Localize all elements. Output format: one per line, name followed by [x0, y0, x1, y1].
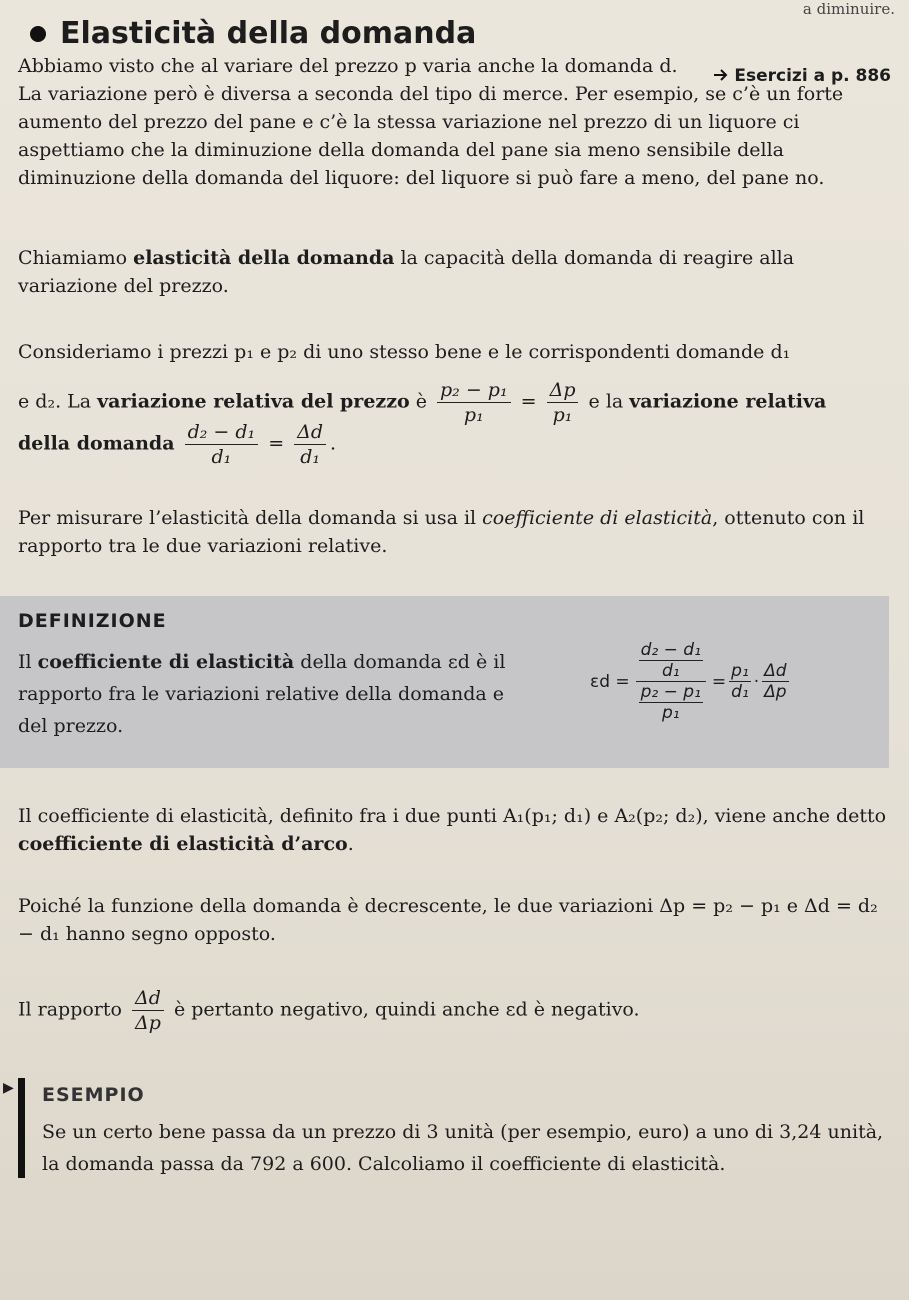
delta-d-over-delta-p: $\frac{\Delta d}{\Delta p}$	[764, 661, 787, 702]
compound-fraction	[636, 640, 706, 723]
example-label: ESEMPIO	[42, 1084, 145, 1106]
intro-paragraph-2: La variazione però è diversa a seconda del tipo di merce. Per esempio, se c’è un forte aumento del prezzo del pane e c’è la stessa variazione nel prezzo di un liquore ci aspettiamo che la diminuzione della domanda del pane sia meno sensibile della diminuzione della domanda del liquore: del liquore si può fare a meno, del pane no.	[18, 83, 844, 189]
intro-paragraph-1: Abbiamo visto che al variare del prezzo p varia anche la domanda d.	[18, 55, 678, 77]
relative-demand-line: della domanda $\frac{\text{d₂ − d₁}}{\text{d₁}}$ = $\frac{\Delta d}{\text{d₁}}$ .	[18, 421, 337, 468]
section-header	[30, 16, 476, 51]
arc-paragraph: Il coefficiente di elasticità, definito fra i due punti A₁(p₁; d₁) e A₂(p₂; d₂), viene anche detto coefficiente di elasticità d’arco.	[18, 805, 887, 855]
definition-label: DEFINIZIONE	[18, 610, 167, 632]
bullet-icon	[30, 26, 46, 42]
relative-demand-term: della domanda	[18, 432, 175, 455]
fraction-delta-d: $\frac{\Delta d}{\text{d₁}}$	[294, 420, 326, 469]
measure-paragraph: Per misurare l’elasticità della domanda si usa il coefficiente di elasticità, ottenuto con il rapporto tra le due variazioni relative.	[18, 507, 865, 557]
top-fraction: $\frac{\text{d₂ − d₁}}{\text{d₁}}$	[640, 640, 701, 681]
fraction-delta-ratio: $\frac{\Delta d}{\Delta p}$	[132, 986, 164, 1035]
section-title: Elasticità della domanda	[60, 16, 477, 51]
cut-off-text: a diminuire.	[802, 0, 895, 18]
elasticity-term: elasticità della domanda	[133, 247, 395, 269]
elasticity-definition-paragraph: Chiamiamo elasticità della domanda la capacità della domanda di reagire alla variazione del prezzo.	[18, 247, 795, 297]
coefficient-term: coefficiente di elasticità	[482, 507, 713, 529]
p1-over-d1: $\frac{\text{p₁}}{\text{d₁}}$	[731, 661, 749, 702]
sign-paragraph: Poiché la funzione della domanda è decrescente, le due variazioni Δp = p₂ − p₁ e Δd = d₂ − d₁ hanno segno opposto.	[18, 895, 878, 945]
fraction-price-diff: $\frac{\text{p₂ − p₁}}{\text{p₁}}$	[437, 378, 511, 427]
example-bar	[18, 1078, 25, 1178]
definition-text: Il coefficiente di elasticità della domanda εd è il rapporto fra le variazioni relative della domanda e del prezzo.	[18, 651, 506, 737]
bottom-fraction: $\frac{\text{p₂ − p₁}}{\text{p₁}}$	[640, 682, 701, 723]
elasticity-formula: εd = $\frac{\frac{\text{d₂ − d₁}}{\text{d₁}}}{\frac{\text{p₂ − p₁}}{\text{p₁}}}$ = $\frac{\text{p₁}}{\text{d₁}}$ · $\frac{\Delta d}{\Delta p}$	[590, 640, 787, 723]
fraction-delta-p: $\frac{\Delta p}{\text{p₁}}$	[547, 378, 579, 427]
exercises-link-label: Esercizi a p. 886	[734, 66, 891, 86]
fraction-demand-diff: $\frac{\text{d₂ − d₁}}{\text{d₁}}$	[185, 420, 259, 469]
epsilon-lhs: εd =	[590, 671, 630, 692]
arc-coefficient-term: coefficiente di elasticità d’arco	[18, 833, 348, 855]
example-text: Se un certo bene passa da un prezzo di 3 unità (per esempio, euro) a uno di 3,24 unità, la domanda passa da 792 a 600. Calcoliamo il coefficiente di elasticità.	[42, 1121, 884, 1175]
triangle-right-icon: ▶	[3, 1080, 14, 1096]
prices-paragraph: Consideriamo i prezzi p₁ e p₂ di uno stesso bene e le corrispondenti domande d₁	[18, 341, 791, 363]
relative-price-line: e d₂. La variazione relativa del prezzo è $\frac{\text{p₂ − p₁}}{\text{p₁}}$ = $\frac{\Delta p}{\text{p₁}}$ e la variazione relativa	[18, 379, 827, 426]
ratio-paragraph: Il rapporto $\frac{\Delta d}{\Delta p}$ è pertanto negativo, quindi anche εd è negativo.	[18, 987, 640, 1034]
relative-price-term: variazione relativa del prezzo	[97, 390, 410, 413]
